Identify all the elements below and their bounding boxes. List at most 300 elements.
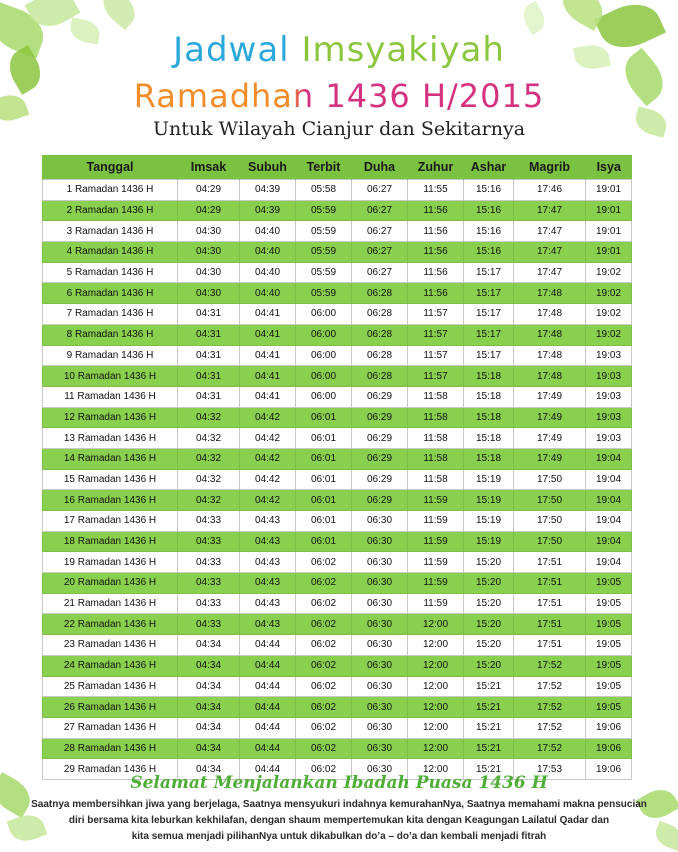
schedule-table [42, 155, 632, 780]
cell-terbit: 06:02 [296, 676, 352, 697]
cell-imsak: 04:32 [178, 407, 240, 428]
header-ashar: Ashar [464, 155, 514, 180]
cell-magrib: 17:48 [514, 366, 586, 387]
table-row [43, 221, 632, 242]
cell-magrib: 17:51 [514, 552, 586, 573]
cell-terbit: 05:58 [296, 180, 352, 201]
cell-zuhur: 12:00 [408, 614, 464, 635]
table-row [43, 283, 632, 304]
cell-tanggal: 22 Ramadan 1436 H [43, 614, 178, 635]
cell-zuhur: 11:58 [408, 469, 464, 490]
cell-magrib: 17:46 [514, 180, 586, 201]
cell-imsak: 04:34 [178, 717, 240, 738]
cell-tanggal: 12 Ramadan 1436 H [43, 407, 178, 428]
cell-duha: 06:27 [352, 242, 408, 263]
cell-imsak: 04:33 [178, 511, 240, 532]
cell-duha: 06:30 [352, 614, 408, 635]
cell-terbit: 06:02 [296, 738, 352, 759]
cell-isya: 19:03 [586, 345, 632, 366]
cell-zuhur: 11:56 [408, 221, 464, 242]
cell-tanggal: 3 Ramadan 1436 H [43, 221, 178, 242]
cell-duha: 06:28 [352, 366, 408, 387]
table-row [43, 324, 632, 345]
cell-duha: 06:29 [352, 490, 408, 511]
cell-terbit: 06:02 [296, 655, 352, 676]
cell-imsak: 04:32 [178, 428, 240, 449]
table-row [43, 428, 632, 449]
cell-isya: 19:06 [586, 759, 632, 780]
cell-subuh: 04:42 [240, 407, 296, 428]
cell-zuhur: 11:59 [408, 511, 464, 532]
title-ramadhan: Ramadhan 1436 H/2015 [133, 77, 545, 115]
cell-tanggal: 1 Ramadan 1436 H [43, 180, 178, 201]
cell-magrib: 17:47 [514, 262, 586, 283]
table-row [43, 469, 632, 490]
cell-tanggal: 4 Ramadan 1436 H [43, 242, 178, 263]
cell-ashar: 15:18 [464, 448, 514, 469]
cell-isya: 19:02 [586, 324, 632, 345]
table-row [43, 614, 632, 635]
cell-zuhur: 11:58 [408, 448, 464, 469]
cell-terbit: 06:02 [296, 593, 352, 614]
cell-zuhur: 12:00 [408, 635, 464, 656]
cell-isya: 19:01 [586, 221, 632, 242]
cell-zuhur: 12:00 [408, 655, 464, 676]
cell-imsak: 04:31 [178, 324, 240, 345]
cell-zuhur: 11:56 [408, 200, 464, 221]
cell-magrib: 17:50 [514, 531, 586, 552]
cell-tanggal: 8 Ramadan 1436 H [43, 324, 178, 345]
cell-subuh: 04:42 [240, 490, 296, 511]
cell-ashar: 15:19 [464, 511, 514, 532]
cell-duha: 06:29 [352, 448, 408, 469]
cell-tanggal: 18 Ramadan 1436 H [43, 531, 178, 552]
cell-magrib: 17:51 [514, 635, 586, 656]
cell-isya: 19:05 [586, 593, 632, 614]
table-row [43, 697, 632, 718]
cell-subuh: 04:44 [240, 635, 296, 656]
table-row [43, 676, 632, 697]
cell-magrib: 17:52 [514, 697, 586, 718]
cell-isya: 19:02 [586, 262, 632, 283]
cell-isya: 19:02 [586, 283, 632, 304]
cell-duha: 06:30 [352, 511, 408, 532]
cell-magrib: 17:48 [514, 345, 586, 366]
cell-magrib: 17:49 [514, 448, 586, 469]
cell-tanggal: 28 Ramadan 1436 H [43, 738, 178, 759]
cell-terbit: 05:59 [296, 262, 352, 283]
header-tanggal: Tanggal [43, 155, 178, 180]
cell-terbit: 06:01 [296, 490, 352, 511]
cell-zuhur: 11:57 [408, 345, 464, 366]
cell-ashar: 15:19 [464, 490, 514, 511]
header-imsak: Imsak [178, 155, 240, 180]
cell-duha: 06:28 [352, 304, 408, 325]
title-line-1 [0, 30, 678, 70]
cell-ashar: 15:17 [464, 262, 514, 283]
cell-magrib: 17:53 [514, 759, 586, 780]
cell-zuhur: 12:00 [408, 759, 464, 780]
cell-zuhur: 11:57 [408, 304, 464, 325]
page-subtitle: Untuk Wilayah Cianjur dan Sekitarnya [152, 118, 526, 140]
cell-terbit: 05:59 [296, 283, 352, 304]
cell-duha: 06:30 [352, 573, 408, 594]
cell-terbit: 06:02 [296, 614, 352, 635]
cell-imsak: 04:33 [178, 552, 240, 573]
cell-ashar: 15:16 [464, 200, 514, 221]
cell-ashar: 15:19 [464, 531, 514, 552]
cell-ashar: 15:21 [464, 738, 514, 759]
cell-ashar: 15:21 [464, 676, 514, 697]
cell-subuh: 04:41 [240, 304, 296, 325]
cell-tanggal: 5 Ramadan 1436 H [43, 262, 178, 283]
cell-subuh: 04:39 [240, 180, 296, 201]
cell-imsak: 04:30 [178, 242, 240, 263]
cell-zuhur: 11:57 [408, 324, 464, 345]
cell-zuhur: 12:00 [408, 717, 464, 738]
cell-subuh: 04:40 [240, 221, 296, 242]
cell-tanggal: 2 Ramadan 1436 H [43, 200, 178, 221]
table-row [43, 635, 632, 656]
table-row [43, 552, 632, 573]
cell-terbit: 06:02 [296, 552, 352, 573]
cell-imsak: 04:29 [178, 180, 240, 201]
cell-zuhur: 11:58 [408, 407, 464, 428]
cell-ashar: 15:20 [464, 552, 514, 573]
cell-magrib: 17:48 [514, 304, 586, 325]
cell-subuh: 04:44 [240, 697, 296, 718]
cell-magrib: 17:52 [514, 738, 586, 759]
cell-imsak: 04:33 [178, 531, 240, 552]
cell-ashar: 15:20 [464, 655, 514, 676]
footer-line-2: diri bersama kita leburkan kekhilafan, dengan shaum mempertemukan kita dengan Keagungan Lailatul Qadar dan [68, 815, 610, 826]
title-word-imsyakiyah: Imsyakiyah [301, 30, 505, 70]
cell-tanggal: 21 Ramadan 1436 H [43, 593, 178, 614]
cell-zuhur: 11:56 [408, 283, 464, 304]
table-row [43, 738, 632, 759]
cell-magrib: 17:49 [514, 407, 586, 428]
footer-line-1: Saatnya membersihkan jiwa yang berjelaga, Saatnya mensyukuri indahnya kemurahanNya, Saatnya memahami makna pensucian [31, 799, 647, 810]
cell-magrib: 17:52 [514, 717, 586, 738]
cell-magrib: 17:50 [514, 469, 586, 490]
cell-ashar: 15:18 [464, 386, 514, 407]
cell-terbit: 06:00 [296, 386, 352, 407]
cell-ashar: 15:19 [464, 469, 514, 490]
cell-zuhur: 11:59 [408, 573, 464, 594]
cell-duha: 06:27 [352, 200, 408, 221]
cell-isya: 19:01 [586, 180, 632, 201]
cell-zuhur: 12:00 [408, 697, 464, 718]
cell-imsak: 04:33 [178, 593, 240, 614]
cell-imsak: 04:34 [178, 655, 240, 676]
cell-terbit: 06:01 [296, 428, 352, 449]
cell-zuhur: 11:58 [408, 386, 464, 407]
cell-duha: 06:30 [352, 552, 408, 573]
cell-isya: 19:01 [586, 200, 632, 221]
cell-ashar: 15:17 [464, 324, 514, 345]
cell-terbit: 06:01 [296, 469, 352, 490]
cell-subuh: 04:42 [240, 469, 296, 490]
cell-zuhur: 11:59 [408, 552, 464, 573]
cell-terbit: 06:02 [296, 573, 352, 594]
cell-subuh: 04:43 [240, 511, 296, 532]
cell-magrib: 17:51 [514, 573, 586, 594]
cell-subuh: 04:41 [240, 366, 296, 387]
cell-imsak: 04:30 [178, 262, 240, 283]
cell-subuh: 04:39 [240, 200, 296, 221]
cell-terbit: 06:00 [296, 304, 352, 325]
cell-tanggal: 23 Ramadan 1436 H [43, 635, 178, 656]
cell-duha: 06:30 [352, 676, 408, 697]
cell-duha: 06:29 [352, 469, 408, 490]
cell-isya: 19:03 [586, 428, 632, 449]
cell-terbit: 06:01 [296, 407, 352, 428]
cell-magrib: 17:50 [514, 490, 586, 511]
cell-duha: 06:30 [352, 635, 408, 656]
cell-duha: 06:30 [352, 738, 408, 759]
cell-tanggal: 27 Ramadan 1436 H [43, 717, 178, 738]
cell-magrib: 17:49 [514, 428, 586, 449]
table-row [43, 304, 632, 325]
cell-ashar: 15:20 [464, 614, 514, 635]
cell-tanggal: 26 Ramadan 1436 H [43, 697, 178, 718]
cell-duha: 06:27 [352, 262, 408, 283]
cell-zuhur: 11:56 [408, 242, 464, 263]
cell-imsak: 04:33 [178, 573, 240, 594]
cell-imsak: 04:31 [178, 304, 240, 325]
cell-imsak: 04:31 [178, 366, 240, 387]
table-row [43, 511, 632, 532]
cell-isya: 19:04 [586, 448, 632, 469]
cell-ashar: 15:21 [464, 697, 514, 718]
table-row [43, 531, 632, 552]
header-magrib: Magrib [514, 155, 586, 180]
cell-duha: 06:28 [352, 283, 408, 304]
cell-isya: 19:06 [586, 738, 632, 759]
cell-tanggal: 29 Ramadan 1436 H [43, 759, 178, 780]
cell-ashar: 15:17 [464, 283, 514, 304]
cell-zuhur: 12:00 [408, 738, 464, 759]
cell-terbit: 06:01 [296, 531, 352, 552]
cell-terbit: 06:02 [296, 697, 352, 718]
cell-subuh: 04:41 [240, 386, 296, 407]
cell-imsak: 04:31 [178, 345, 240, 366]
cell-tanggal: 7 Ramadan 1436 H [43, 304, 178, 325]
cell-imsak: 04:32 [178, 490, 240, 511]
footer-greeting: Selamat Menjalankan Ibadah Puasa 1436 H [130, 773, 548, 793]
cell-tanggal: 15 Ramadan 1436 H [43, 469, 178, 490]
cell-ashar: 15:16 [464, 242, 514, 263]
cell-isya: 19:05 [586, 676, 632, 697]
cell-magrib: 17:48 [514, 283, 586, 304]
cell-imsak: 04:34 [178, 635, 240, 656]
cell-magrib: 17:47 [514, 242, 586, 263]
cell-tanggal: 13 Ramadan 1436 H [43, 428, 178, 449]
title-line-2 [0, 76, 678, 116]
header-zuhur: Zuhur [408, 155, 464, 180]
cell-subuh: 04:41 [240, 345, 296, 366]
header-subuh: Subuh [240, 155, 296, 180]
cell-ashar: 15:21 [464, 759, 514, 780]
cell-tanggal: 17 Ramadan 1436 H [43, 511, 178, 532]
table-row [43, 345, 632, 366]
cell-subuh: 04:43 [240, 552, 296, 573]
cell-magrib: 17:47 [514, 221, 586, 242]
cell-imsak: 04:32 [178, 469, 240, 490]
table-row [43, 717, 632, 738]
table-row [43, 386, 632, 407]
cell-zuhur: 11:58 [408, 428, 464, 449]
cell-duha: 06:30 [352, 531, 408, 552]
cell-imsak: 04:30 [178, 221, 240, 242]
cell-isya: 19:04 [586, 490, 632, 511]
table-row [43, 407, 632, 428]
table-header-row [43, 155, 632, 180]
cell-zuhur: 11:55 [408, 180, 464, 201]
cell-subuh: 04:40 [240, 283, 296, 304]
cell-tanggal: 10 Ramadan 1436 H [43, 366, 178, 387]
cell-tanggal: 16 Ramadan 1436 H [43, 490, 178, 511]
cell-isya: 19:05 [586, 655, 632, 676]
cell-terbit: 06:02 [296, 717, 352, 738]
cell-duha: 06:28 [352, 345, 408, 366]
cell-imsak: 04:34 [178, 676, 240, 697]
cell-magrib: 17:51 [514, 614, 586, 635]
cell-isya: 19:04 [586, 511, 632, 532]
cell-ashar: 15:18 [464, 428, 514, 449]
title-block [0, 30, 678, 116]
cell-magrib: 17:52 [514, 676, 586, 697]
cell-terbit: 05:59 [296, 200, 352, 221]
cell-tanggal: 9 Ramadan 1436 H [43, 345, 178, 366]
cell-duha: 06:30 [352, 717, 408, 738]
cell-duha: 06:29 [352, 386, 408, 407]
cell-subuh: 04:44 [240, 655, 296, 676]
cell-isya: 19:04 [586, 469, 632, 490]
table-row [43, 490, 632, 511]
cell-ashar: 15:17 [464, 304, 514, 325]
cell-tanggal: 11 Ramadan 1436 H [43, 386, 178, 407]
table-row [43, 593, 632, 614]
footer-message [30, 797, 648, 845]
cell-imsak: 04:31 [178, 386, 240, 407]
cell-duha: 06:29 [352, 428, 408, 449]
cell-terbit: 06:02 [296, 635, 352, 656]
cell-magrib: 17:50 [514, 511, 586, 532]
cell-terbit: 06:01 [296, 448, 352, 469]
cell-imsak: 04:32 [178, 448, 240, 469]
header-isya: Isya [586, 155, 632, 180]
cell-isya: 19:05 [586, 635, 632, 656]
header-terbit: Terbit [296, 155, 352, 180]
cell-subuh: 04:44 [240, 759, 296, 780]
cell-magrib: 17:49 [514, 386, 586, 407]
cell-imsak: 04:34 [178, 759, 240, 780]
cell-imsak: 04:33 [178, 614, 240, 635]
cell-tanggal: 19 Ramadan 1436 H [43, 552, 178, 573]
cell-duha: 06:30 [352, 697, 408, 718]
cell-duha: 06:30 [352, 655, 408, 676]
cell-ashar: 15:20 [464, 593, 514, 614]
cell-duha: 06:30 [352, 593, 408, 614]
cell-tanggal: 25 Ramadan 1436 H [43, 676, 178, 697]
cell-subuh: 04:41 [240, 324, 296, 345]
cell-isya: 19:03 [586, 386, 632, 407]
cell-isya: 19:04 [586, 552, 632, 573]
cell-terbit: 06:02 [296, 759, 352, 780]
cell-duha: 06:29 [352, 407, 408, 428]
cell-ashar: 15:18 [464, 407, 514, 428]
cell-terbit: 05:59 [296, 221, 352, 242]
header-duha: Duha [352, 155, 408, 180]
cell-imsak: 04:34 [178, 738, 240, 759]
cell-isya: 19:05 [586, 614, 632, 635]
cell-tanggal: 24 Ramadan 1436 H [43, 655, 178, 676]
cell-duha: 06:30 [352, 759, 408, 780]
cell-duha: 06:27 [352, 221, 408, 242]
cell-magrib: 17:48 [514, 324, 586, 345]
cell-ashar: 15:20 [464, 635, 514, 656]
cell-subuh: 04:40 [240, 262, 296, 283]
cell-magrib: 17:47 [514, 200, 586, 221]
cell-ashar: 15:21 [464, 717, 514, 738]
cell-ashar: 15:16 [464, 221, 514, 242]
cell-isya: 19:05 [586, 573, 632, 594]
cell-subuh: 04:42 [240, 448, 296, 469]
cell-isya: 19:02 [586, 304, 632, 325]
table-row [43, 448, 632, 469]
cell-zuhur: 11:59 [408, 531, 464, 552]
cell-ashar: 15:16 [464, 180, 514, 201]
cell-zuhur: 11:57 [408, 366, 464, 387]
table-row [43, 655, 632, 676]
cell-isya: 19:01 [586, 242, 632, 263]
cell-subuh: 04:43 [240, 573, 296, 594]
cell-isya: 19:05 [586, 697, 632, 718]
cell-zuhur: 11:59 [408, 490, 464, 511]
cell-isya: 19:06 [586, 717, 632, 738]
cell-imsak: 04:29 [178, 200, 240, 221]
title-word-jadwal: Jadwal [173, 30, 290, 70]
cell-subuh: 04:43 [240, 593, 296, 614]
cell-terbit: 05:59 [296, 242, 352, 263]
cell-ashar: 15:17 [464, 345, 514, 366]
cell-imsak: 04:30 [178, 283, 240, 304]
cell-zuhur: 12:00 [408, 676, 464, 697]
cell-duha: 06:27 [352, 180, 408, 201]
cell-ashar: 15:20 [464, 573, 514, 594]
cell-ashar: 15:18 [464, 366, 514, 387]
table-row [43, 242, 632, 263]
cell-subuh: 04:44 [240, 738, 296, 759]
table-row [43, 180, 632, 201]
cell-zuhur: 11:56 [408, 262, 464, 283]
cell-subuh: 04:44 [240, 676, 296, 697]
cell-magrib: 17:52 [514, 655, 586, 676]
cell-isya: 19:04 [586, 531, 632, 552]
schedule-table-body [43, 180, 632, 780]
table-row [43, 262, 632, 283]
cell-subuh: 04:43 [240, 531, 296, 552]
footer-line-3: kita semua menjadi pilihanNya untuk dikabulkan do’a – do’a dan kembali menjadi fitrah [131, 831, 547, 842]
cell-isya: 19:03 [586, 407, 632, 428]
cell-duha: 06:28 [352, 324, 408, 345]
cell-terbit: 06:00 [296, 366, 352, 387]
cell-isya: 19:03 [586, 366, 632, 387]
cell-subuh: 04:40 [240, 242, 296, 263]
cell-subuh: 04:42 [240, 428, 296, 449]
table-row [43, 366, 632, 387]
